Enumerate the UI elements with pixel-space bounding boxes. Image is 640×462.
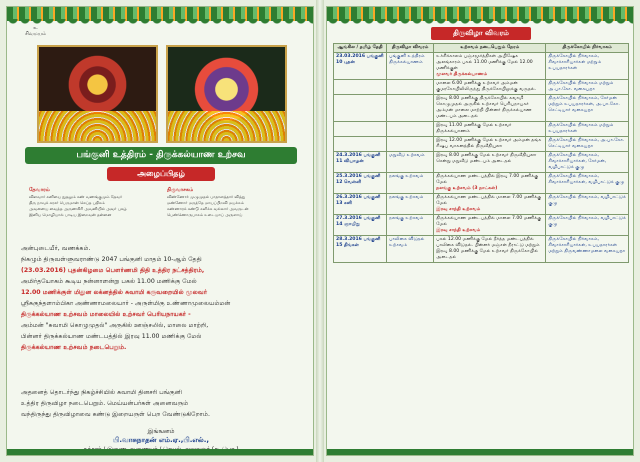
table-row: [334, 152, 629, 173]
cell-date: [334, 236, 387, 263]
table-row: [334, 137, 629, 152]
cell-admin-text: திருக்கோயில் நிர்வாகம், வழிபாட்டுக் குழு: [548, 195, 626, 206]
schedule-body: [334, 53, 629, 263]
cell-event: [387, 95, 434, 122]
cell-event: [387, 173, 434, 194]
cell-time: [434, 95, 546, 122]
para-line: திருக்கல்யாண உற்சவம் மாலையில் உற்சவர் பெரியநாயகர் -: [21, 311, 191, 318]
cell-time: [434, 80, 546, 95]
cell-event: [387, 215, 434, 236]
cell-admin-text: திருக்கோயில் நிர்வாகம், சேர்மன் மற்றும் உபயதாரர்கள், அ.பா.கோ. செட்டியார் வகையறா: [548, 96, 620, 113]
cell-admin: [546, 236, 629, 263]
cell-date-text: 24.3.2016 பங்குனி 11 வியாழன்: [336, 153, 381, 164]
greeting: அன்புடையீர், வணக்கம்.: [21, 245, 91, 252]
cell-event: [387, 194, 434, 215]
para-line: அமிர்தயோகம் கூடிய நன்னாளன்று பகல் 11.00 மணிக்கு மேல்: [21, 278, 197, 285]
cell-event-text: நலங்கு உற்சவம்: [389, 174, 424, 179]
cell-date: [334, 137, 387, 152]
para-line: பின்னர் திருக்கல்யாண மண்டபத்தில் இரவு 11.00 மணிக்கு மேல்: [21, 333, 202, 340]
cell-date: [334, 152, 387, 173]
para-line: திருக்கல்யாண உற்சவம் நடைபெறும்.: [21, 344, 127, 351]
cell-event: [387, 137, 434, 152]
invitation-subtitle: அழைப்பிதழ்: [107, 167, 215, 181]
cell-admin: [546, 173, 629, 194]
cell-time: [434, 215, 546, 236]
cell-admin-text: திருக்கோயில் நிர்வாகம், சிவாச்சாரியார்கள் மற்றும் உபயதாரர்கள்: [548, 54, 602, 71]
sign-label: இங்ஙனம்: [147, 428, 175, 435]
cell-admin: [546, 122, 629, 137]
cell-time-highlight: நலங்கு உற்சவம் (3 நாட்கள்): [436, 186, 498, 191]
table-row: [334, 80, 629, 95]
para-line: (23.03.2016) புதன்கிழமை பௌர்ணமி திதி உத்திர நட்சத்திரம்,: [21, 267, 205, 274]
cell-admin: [546, 80, 629, 95]
cell-admin-text: திருக்கோயில் நிர்வாகம் மற்றும் உபயதாரர்கள்: [548, 123, 614, 134]
table-header-row: [334, 44, 629, 53]
invitation-body: [21, 243, 305, 353]
cell-admin-text: திருக்கோயில் நிர்வாகம், வழிபாட்டுக் குழு: [548, 216, 626, 227]
cell-time-highlight: மூலவர் திருக்கல்யாணம்: [436, 72, 488, 77]
cell-date: [334, 80, 387, 95]
cell-time: [434, 173, 546, 194]
header-date: ஆங்கில / தமிழ் தேதி: [334, 44, 387, 53]
hymn-block-thiruvasagam: [167, 187, 297, 218]
cell-date: [334, 173, 387, 194]
hymn-block-thevaram: [29, 187, 159, 218]
flower-decoration: [39, 111, 156, 141]
cell-admin-text: திருக்கோயில் நிர்வாகம், அ.பா.கோ. செட்டியார் வகையறா: [548, 138, 625, 149]
cell-time: [434, 137, 546, 152]
para-line: அம்மன் "சுவாமி கொழுமுதல்" அருகில் ஊஞ்சலில், மாலை மாற்றி,: [21, 322, 209, 329]
cell-time: [434, 152, 546, 173]
cell-time-text: திருக்கல்யாண மண்டபத்தில் மாலை 7.00 மணிக்கு மேல்: [436, 216, 542, 227]
cell-time-text: திருக்கல்யாண மண்டபத்தில் இரவு 7.00 மணிக்கு மேல்: [436, 174, 539, 185]
cell-admin-text: திருக்கோயில் நிர்வாகம், சிவாச்சாரியார்கள், உபயதாரர்கள் மற்றும் திருவண்ணாமலை வகையறா: [548, 237, 626, 254]
cell-time: [434, 236, 546, 263]
header-time: உற்சவம் நடைபெறும் நேரம்: [434, 44, 546, 53]
left-panel: [6, 6, 314, 456]
cell-admin: [546, 152, 629, 173]
para-line: நிகழும் திருவள்ளுவராண்டு 2047 பங்குனி மாதம் 10-ஆம் தேதி: [21, 256, 202, 263]
cell-event: [387, 122, 434, 137]
cell-admin: [546, 194, 629, 215]
para-line: 12.00 மணிக்குள் மிதுன லக்னத்தில் சுவாமி கருவறையில் மூலவர்: [21, 289, 208, 296]
cell-date: [334, 95, 387, 122]
cell-admin-text: திருக்கோயில் நிர்வாகம், சிவாச்சாரியார்கள், வழிபாட்டுக் குழு: [548, 174, 625, 185]
cell-time: [434, 194, 546, 215]
footer-band: [7, 449, 313, 455]
closing-line: உத்திர திருவிழா நடைபெறும். மெய்யன்பர்கள் அனைவரும்: [21, 400, 189, 407]
cell-time-text: இரவு 8.00 மணிக்கு மேல் உற்சவர் திருவீதியுலா சென்று மறுவீடு மண்டபம் அடைதல்: [436, 153, 537, 164]
flower-garland: [327, 7, 633, 21]
table-row: [334, 173, 629, 194]
cell-time-text: இரவு 12.00 மணிக்கு மேல் உற்சவர் அம்மன் தங்க ரிஷப வாகனத்தில் திருவீதியுலா: [436, 138, 542, 149]
cell-event: [387, 80, 434, 95]
cell-admin: [546, 215, 629, 236]
flower-garland: [7, 7, 313, 21]
table-row: [334, 194, 629, 215]
cell-date-text: 26.3.2016 பங்குனி 13 சனி: [336, 195, 381, 206]
header-admin: திருக்கோயில் நிர்வாகம்: [546, 44, 629, 53]
cell-date: [334, 194, 387, 215]
cell-event-text: பாலிகை விடுதல் உற்சவம்: [389, 237, 425, 248]
hymn-heading: தேவாரம்: [29, 187, 50, 193]
cell-admin: [546, 95, 629, 122]
table-row: [334, 122, 629, 137]
invitation-closing: [21, 387, 305, 420]
cell-date-text: 23.03.2016 பங்குனி 10 புதன்: [336, 54, 384, 65]
cell-event: [387, 236, 434, 263]
cell-admin: [546, 137, 629, 152]
cell-time-text: பகல் 12.00 மணிக்கு மேல் தீர்த்த மண்டபத்தில் பாலிகை விடுதல். பின்னர் மஞ்சள் நீராட்டு மற்றும் இரவு 8.00 மணிக்கு மேல் உற்சவர் திருக்கோயில் அடைதல்: [436, 237, 540, 260]
cell-admin-text: திருக்கோயில் நிர்வாகம் மற்றும் அ.பா.கோ. வகையறா: [548, 81, 614, 92]
table-row: [334, 95, 629, 122]
table-row: [334, 215, 629, 236]
cell-date-text: 25.3.2016 பங்குனி 12 வெள்ளி: [336, 174, 381, 185]
invitation-title: பங்குனி உத்திரம் - திருக்கல்யாண உற்சவ: [25, 147, 297, 164]
page-fold: [316, 0, 324, 462]
cell-time-text: திருக்கல்யாண மண்டபத்தில் மாலை 7.00 மணிக்கு மேல்: [436, 195, 542, 206]
flower-decoration: [168, 111, 285, 141]
schedule-title: திருவிழா விவரம்: [431, 27, 531, 40]
cell-date-text: 28.3.2016 பங்குனி 15 திங்கள்: [336, 237, 381, 248]
table-row: [334, 236, 629, 263]
para-line: ஸ்ரீசுகுந்தளாம்பிகா அண்ணாமலையார் - அருள்மிகு உண்ணாமுலையம்மன்: [21, 300, 231, 307]
hymn-text: விண்ணோர் முழுமுதல் பாதாளத்தார் வித்து மண்ணோர் மருந்தே மாயப்பிறவி மயக்கம் கண்ணாரக் கண்டு களிக்க வல்லார் அவருடன் பெண்ணொருபாகம் உடையாய் அருளாய்: [167, 194, 249, 217]
deity-photos: [37, 45, 287, 143]
cell-date: [334, 53, 387, 80]
footer-band: [327, 449, 633, 455]
closing-line: வந்திருந்து திருவிழாவை கண்டு இறையருள் பெற வேண்டுகிறோம்.: [21, 411, 210, 418]
deity-photo-right: [166, 45, 287, 143]
right-panel: [326, 6, 634, 456]
cell-time-text: இரவு 11.00 மணிக்கு மேல் உற்சவர் திருக்கல்யாணம்: [436, 123, 512, 134]
deity-caption: உ சிவமயம்: [25, 25, 47, 37]
cell-time: [434, 122, 546, 137]
cell-date: [334, 215, 387, 236]
cell-date-text: 27.3.2016 பங்குனி 14 ஞாயிறு: [336, 216, 381, 227]
cell-time-text: இரவு 8.00 மணிக்கு திருக்கோயில் சுவாமி கொழுமுதல் அருகில் உற்சவர் பெரியநாயகர் அம்மன் மாலை மாற்றி பின்னர் திருக்கல்யாண மண்டபம் அடைதல்: [436, 96, 532, 119]
closing-line: அதனைத் தொடர்ந்து நிகழ்ச்சியில் சுவாமி தினசரி பங்குனி: [21, 389, 183, 396]
hymn-heading: திருவாசகம்: [167, 187, 194, 193]
cell-time-highlight: இரவு சாந்தி உற்சவம்: [436, 228, 481, 233]
cell-admin: [546, 53, 629, 80]
deity-photo-left: [37, 45, 158, 143]
cell-date: [334, 122, 387, 137]
cell-event: [387, 53, 434, 80]
festival-schedule-table: [333, 43, 629, 263]
cell-event-text: நலங்கு உற்சவம்: [389, 216, 424, 221]
cell-admin-text: திருக்கோயில் நிர்வாகம், சிவாச்சாரியார்கள், சேர்மன், வழிபாட்டுக் குழு: [548, 153, 607, 170]
cell-time-text: உச்சிக்காலம் பஞ்சமூர்த்திகள் அபிஷேக அலங்காரம் பகல் 11.00 மணிக்கு மேல் 12.00 மணிக்குள்: [436, 54, 533, 71]
cell-time: [434, 53, 546, 80]
sign-name: பி.வாசுநாதன் எம்.ஏ.,பி.எல்.,: [112, 436, 210, 444]
cell-event-text: மறுவீடு உற்சவம்: [389, 153, 425, 158]
cell-event: [387, 152, 434, 173]
cell-time-highlight: இரவு சாந்தி உற்சவம்: [436, 207, 481, 212]
cell-event-text: பங்குனி உத்திரம் திருக்கல்யாணம்: [389, 54, 425, 65]
hymn-text: விளவார் கனியை நுதலும் கண் வணங்குமும் தேவர் திரு நாவுக் கரசர் பெருமான் செய்த பதிகம் அவனைய வைத்த அருணகிரி அவனியில் அவர் புகழ் இனிய மொழியால் பாடிய இறைவன் தன்னை: [29, 194, 127, 217]
cell-event-text: நலங்கு உற்சவம்: [389, 195, 424, 200]
table-row: [334, 53, 629, 80]
header-event: திருவிழா விவரம்: [387, 44, 434, 53]
cell-time-text: மாலை 6.00 மணிக்கு உற்சவர் அம்மன் குமரகோயிலிலிருந்து திருக்கோயிலுக்கு வருதல்.: [436, 81, 537, 92]
